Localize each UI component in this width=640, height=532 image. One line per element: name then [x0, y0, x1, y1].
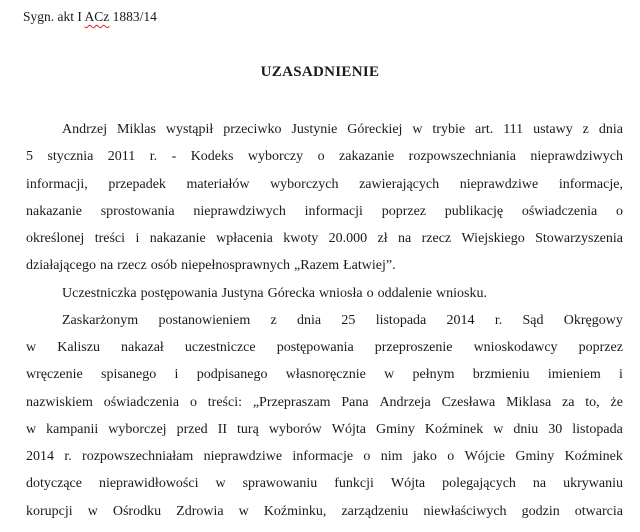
text-line	[26, 175, 623, 202]
word: o	[366, 285, 374, 301]
word: i	[135, 231, 140, 246]
word: „Razem	[294, 258, 340, 274]
word: nakazanie	[149, 231, 206, 246]
case-code: ACz	[84, 9, 110, 24]
word: 20.000	[328, 231, 368, 246]
word: na	[398, 231, 412, 246]
word: o	[363, 449, 371, 464]
word: przeciwko	[223, 122, 282, 137]
word: Andrzej	[62, 122, 108, 137]
word: niepełnosprawnych	[181, 258, 291, 274]
word: materiałów	[186, 176, 250, 192]
case-number: 1883/14	[109, 9, 157, 24]
word: wniosła	[319, 285, 363, 301]
word: Wójcie	[464, 449, 506, 464]
word: osób	[150, 258, 178, 274]
word: wpłacenia	[216, 231, 273, 246]
word: przeproszenie	[374, 340, 453, 355]
word: zarządzeniu	[341, 503, 409, 519]
word: o	[189, 394, 197, 410]
word: treści	[94, 231, 126, 246]
word: funkcji	[334, 476, 374, 492]
word: nieprawdziwe	[459, 176, 539, 192]
word: nieprawdziwych	[193, 203, 286, 219]
word: -	[171, 149, 177, 165]
word: trybie	[432, 122, 466, 137]
word: w	[26, 421, 37, 437]
word: sprostowania	[100, 203, 175, 219]
word: nieprawidłowości	[98, 476, 199, 492]
word: informacje,	[558, 176, 623, 192]
word: Miklasa	[506, 394, 552, 410]
word: r.	[494, 312, 503, 328]
word: informacji	[304, 203, 363, 219]
word: Okręgowy	[563, 312, 623, 328]
word: 111	[503, 122, 524, 137]
word: niewłaściwych	[423, 503, 507, 519]
word: z	[582, 122, 589, 137]
word: informacje	[292, 449, 354, 464]
word: nazwiskiem	[26, 394, 93, 410]
word: dnia	[598, 122, 623, 137]
word: kwoty	[283, 231, 319, 246]
text-line	[26, 420, 623, 447]
word: dotyczące	[26, 476, 82, 492]
word: Justyna	[221, 285, 264, 301]
word: oświadczenia	[521, 203, 598, 219]
word: to,	[585, 394, 600, 410]
text-line	[26, 338, 623, 365]
word: Miklas	[117, 122, 156, 137]
word: listopada	[375, 312, 427, 328]
word: nim	[380, 449, 403, 464]
word: o	[447, 449, 455, 464]
text-line	[26, 120, 623, 147]
word: Łatwiej”.	[343, 258, 396, 274]
case-prefix: Sygn. akt I	[23, 9, 85, 24]
word: Pana	[341, 394, 369, 410]
word: stycznia	[47, 149, 94, 165]
document-title: UZASADNIENIE	[260, 64, 380, 80]
word: wyborczej	[108, 421, 167, 437]
word: wręczenie	[26, 367, 83, 383]
word: Zdrowia	[176, 503, 224, 519]
word: o	[317, 149, 325, 165]
word: w	[412, 122, 423, 137]
word: działającego	[26, 258, 96, 274]
word: zł	[377, 231, 388, 246]
word: Wójta	[390, 476, 426, 492]
word: Gminy	[515, 449, 555, 464]
word: rozpowszechniałam	[82, 449, 194, 464]
word: publikację	[444, 203, 504, 219]
word: Wójta	[331, 421, 366, 437]
word: korupcji	[26, 503, 73, 519]
word: informacji,	[26, 176, 88, 192]
word: sprawowaniu	[242, 476, 318, 492]
word: polegających	[442, 476, 516, 492]
word: rzecz	[117, 258, 147, 274]
word: postępowania	[140, 285, 218, 301]
word: 5	[26, 149, 33, 165]
word: w	[238, 503, 249, 519]
word: imieniem	[547, 367, 601, 383]
word: 2014	[26, 449, 54, 464]
word: jako	[412, 449, 437, 464]
word: Sąd	[522, 312, 544, 328]
word: ukrywaniu	[563, 476, 623, 492]
word: w	[215, 476, 226, 492]
text-line	[26, 502, 623, 529]
word: Wiejskiego	[461, 231, 525, 246]
word: w	[26, 340, 37, 355]
word: Kodeks	[190, 149, 234, 165]
word: II	[217, 421, 228, 437]
word: otwarcia	[574, 503, 623, 519]
word: uczestniczce	[184, 340, 256, 355]
word: i	[174, 367, 179, 383]
word: przed	[176, 421, 208, 437]
word: oddalenie	[377, 285, 433, 301]
word: wniosku.	[436, 285, 487, 301]
word: kampanii	[46, 421, 99, 437]
text-line	[26, 229, 623, 256]
word: że	[610, 394, 623, 410]
word: r.	[149, 149, 158, 165]
text-line	[26, 147, 623, 174]
word: dniu	[513, 421, 539, 437]
word: i	[619, 367, 623, 383]
text-line	[26, 256, 623, 283]
word: wnioskodawcy	[473, 340, 558, 355]
word: wyborów	[268, 421, 322, 437]
word: nakazał	[121, 340, 164, 355]
word: Koźminek	[564, 449, 623, 464]
word: Ośrodku	[112, 503, 162, 519]
word: na	[99, 258, 114, 274]
word: wyborczych	[270, 176, 339, 192]
word: ustawy	[533, 122, 573, 137]
word: z	[270, 312, 277, 328]
word: w	[384, 367, 395, 383]
word: na	[532, 476, 547, 492]
word: Kaliszu	[57, 340, 100, 355]
word: rozpowszechniania	[408, 149, 516, 165]
word: spisanego	[101, 367, 157, 383]
word: 30	[548, 421, 563, 437]
word: nieprawdziwych	[530, 149, 623, 165]
word: przepadek	[108, 176, 166, 192]
word: zawierających	[359, 176, 440, 192]
word: Góreckiej	[347, 122, 403, 137]
word: podpisanego	[196, 367, 268, 383]
text-line	[26, 202, 623, 229]
word: Uczestniczka	[62, 285, 137, 301]
word: za	[562, 394, 575, 410]
word: Stowarzyszenia	[535, 231, 623, 246]
document-body	[26, 120, 623, 529]
word: Górecka	[267, 285, 316, 301]
word: poprzez	[381, 203, 427, 219]
word: pełnym	[412, 367, 455, 383]
text-line	[26, 365, 623, 392]
word: listopada	[572, 421, 623, 437]
word: w	[87, 503, 98, 519]
word: Justynie	[291, 122, 338, 137]
word: rzecz	[421, 231, 452, 246]
word: Koźminek	[424, 421, 484, 437]
word: o	[616, 203, 623, 219]
word: poprzez	[578, 340, 623, 355]
word: 2014	[446, 312, 475, 328]
word: r.	[64, 449, 72, 464]
word: 2011	[107, 149, 136, 165]
word: postanowieniem	[158, 312, 251, 328]
word: 25	[341, 312, 356, 328]
word: wystąpił	[165, 122, 214, 137]
word: nieprawdziwe	[203, 449, 283, 464]
word: brzmieniu	[472, 367, 530, 383]
word: w	[493, 421, 504, 437]
word: określonej	[26, 231, 85, 246]
word: zakazanie	[339, 149, 395, 165]
word: godzin	[521, 503, 560, 519]
text-line	[26, 311, 623, 338]
word: Zaskarżonym	[62, 312, 139, 328]
text-line	[26, 447, 623, 474]
word: własnoręcznie	[285, 367, 366, 383]
word: oświadczenia	[103, 394, 180, 410]
text-line	[26, 474, 623, 501]
word: Koźminku,	[263, 503, 327, 519]
word: postępowania	[276, 340, 354, 355]
text-line	[26, 393, 623, 420]
case-signature	[23, 8, 157, 26]
text-line	[26, 284, 623, 311]
word: Andrzeja	[379, 394, 431, 410]
word: turą	[237, 421, 259, 437]
word: art.	[475, 122, 494, 137]
word: treści:	[207, 394, 242, 410]
word: wyborczy	[247, 149, 304, 165]
word: nakazanie	[26, 203, 82, 219]
word: „Przepraszam	[252, 394, 331, 410]
word: Czesława	[441, 394, 496, 410]
word: Gminy	[375, 421, 415, 437]
word: dnia	[297, 312, 322, 328]
